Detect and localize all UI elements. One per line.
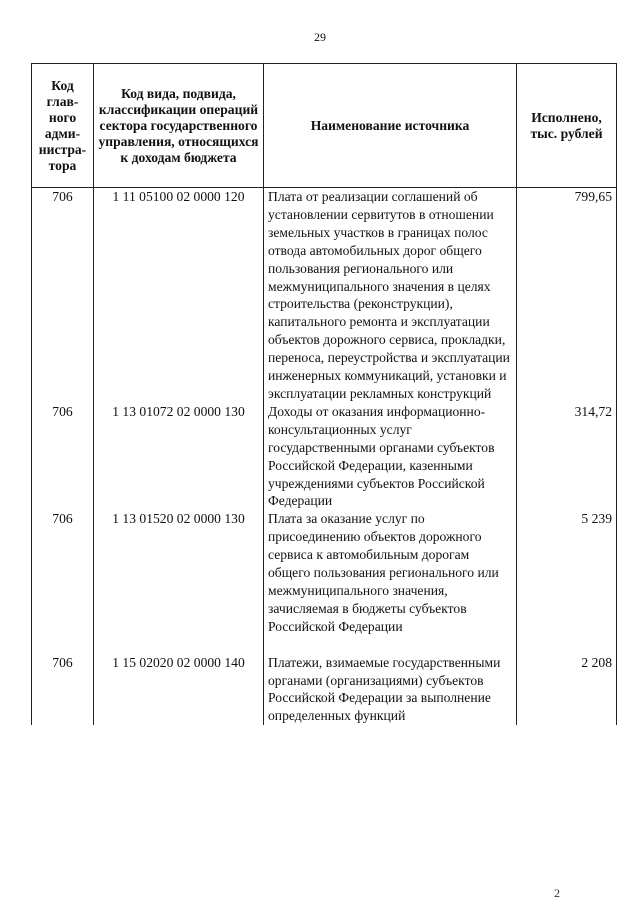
cell-value: 2 208: [517, 654, 617, 726]
cell-code: 1 13 01520 02 0000 130: [94, 510, 264, 653]
table-row: [32, 654, 617, 726]
cell-name: Плата за оказание услуг по присоединению объектов дорожного сервиса к автомобильным дорогам общего пользования регионального или межмуниципального значения, зачисляемая в бюджеты субъектов Российской Федерации: [264, 510, 517, 653]
page-number: 29: [314, 30, 326, 44]
header-source-name: Наименование источника: [264, 64, 517, 188]
cell-name: Платежи, взимаемые государственными органами (организациями) субъектов Российской Федерации за выполнение определенных функций: [264, 654, 517, 726]
cell-code: 1 15 02020 02 0000 140: [94, 654, 264, 726]
cell-value: 314,72: [517, 403, 617, 510]
header-executed: Исполнено, тыс. рублей: [517, 64, 617, 188]
table-row: [32, 188, 617, 403]
cell-admin: 706: [32, 654, 94, 726]
cell-admin: 706: [32, 403, 94, 510]
table-row: [32, 403, 617, 510]
table-header-row: [32, 64, 617, 188]
cell-name: Плата от реализации соглашений об установлении сервитутов в отношении земельных участков в границах полос отвода автомобильных дорог общего пользования регионального или межмуниципального значения в целях строительства (реконструкции), капитального ремонта и эксплуатации объектов дорожного сервиса, прокладки, переноса, переустройства и эксплуатации инженерных коммуникаций, установки и эксплуатации рекламных конструкций: [264, 188, 517, 403]
revenue-table: [31, 63, 617, 725]
header-admin-code: Код глав-ного адми-нистра-тора: [32, 64, 94, 188]
cell-value: 799,65: [517, 188, 617, 403]
table-row: [32, 510, 617, 653]
cell-admin: 706: [32, 510, 94, 653]
cell-name: Доходы от оказания информационно-консультационных услуг государственными органами субъектов Российской Федерации, казенными учреждениями субъектов Российской Федерации: [264, 403, 517, 510]
cell-code: 1 11 05100 02 0000 120: [94, 188, 264, 403]
cell-code: 1 13 01072 02 0000 130: [94, 403, 264, 510]
header-classification-code: Код вида, подвида, классификации операций сектора государственного управления, относящихся к доходам бюджета: [94, 64, 264, 188]
cell-admin: 706: [32, 188, 94, 403]
footer-mark: 2: [554, 886, 560, 900]
cell-value: 5 239: [517, 510, 617, 653]
